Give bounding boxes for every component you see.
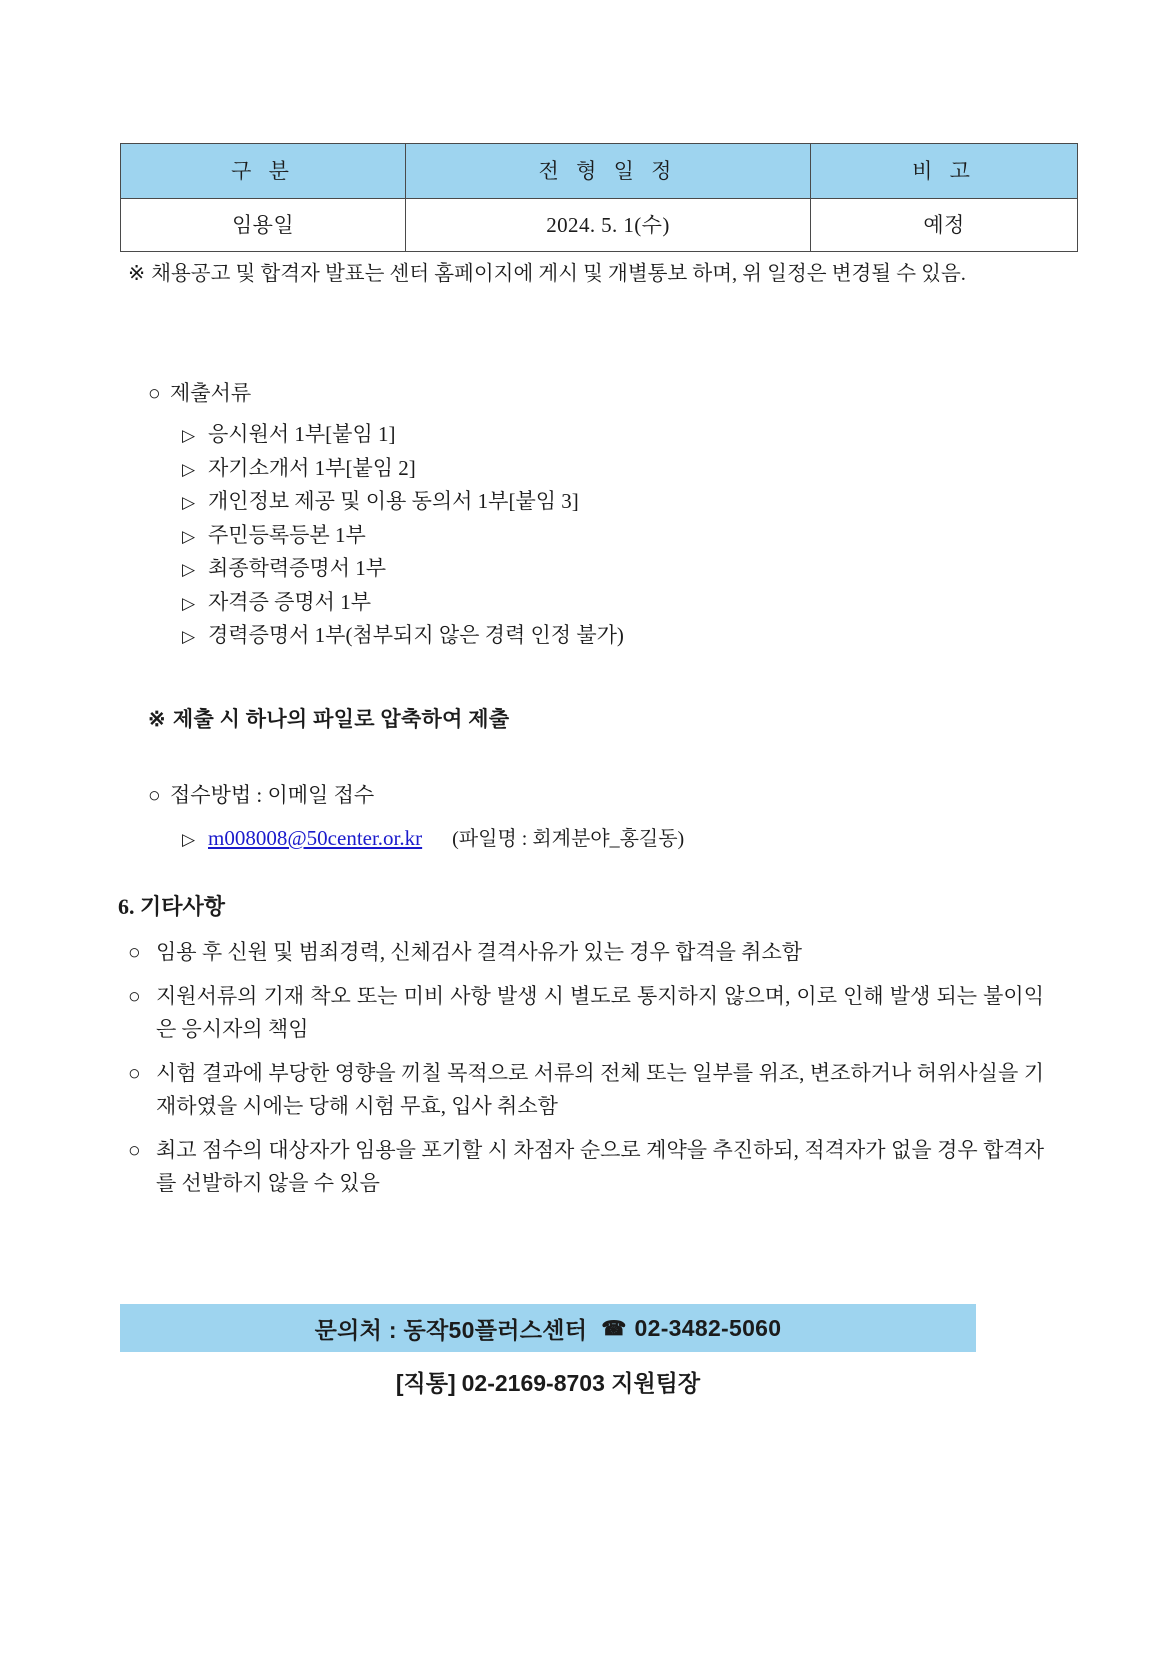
circle-bullet-icon: ○	[148, 381, 161, 405]
list-item	[182, 558, 1032, 579]
other-matters-list	[128, 936, 1044, 1211]
table-row	[121, 199, 1078, 252]
triangle-bullet-icon: ▷	[182, 560, 196, 579]
list-item-label: 임용 후 신원 및 범죄경력, 신체검사 결격사유가 있는 경우 합격을 취소함	[156, 940, 803, 964]
contact-label: 문의처 : 동작50플러스센터	[314, 1316, 588, 1343]
list-item	[182, 625, 1032, 646]
list-item-label: 지원서류의 기재 착오 또는 미비 사항 발생 시 별도로 통지하지 않으며, 이로 인해 발생 되는 불이익은 응시자의 책임	[156, 983, 1044, 1041]
list-item-label: 최종학력증명서 1부	[208, 556, 387, 580]
list-item-label: 주민등록등본 1부	[208, 522, 366, 547]
contact-banner	[120, 1304, 976, 1352]
table-header-row	[121, 144, 1078, 199]
triangle-bullet-icon: ▷	[182, 526, 196, 546]
list-item	[128, 1134, 1044, 1200]
zip-note-label: 제출 시 하나의 파일로 압축하여 제출	[172, 707, 510, 731]
direct-line-role: 지원팀장	[611, 1370, 701, 1396]
table-cell-category: 임용일	[121, 199, 406, 252]
triangle-bullet-icon: ▷	[182, 627, 196, 646]
triangle-bullet-icon: ▷	[182, 593, 196, 613]
circle-bullet-icon: ○	[148, 783, 161, 807]
note-mark-icon: ※	[128, 263, 146, 285]
list-item	[182, 455, 1032, 480]
list-item	[182, 522, 1032, 547]
list-item-label: 자격증 증명서 1부	[208, 589, 372, 614]
table-header-remark: 비 고	[811, 144, 1078, 199]
list-item	[182, 491, 1032, 512]
list-item-label: 경력증명서 1부(첨부되지 않은 경력 인정 불가)	[208, 623, 624, 647]
schedule-note	[128, 258, 1032, 290]
schedule-table	[120, 143, 1078, 252]
direct-line-tag: [직통]	[395, 1370, 456, 1396]
list-item	[128, 980, 1044, 1046]
documents-list	[182, 424, 1032, 659]
circle-bullet-icon: ○	[128, 983, 141, 1008]
note-mark-icon: ※	[148, 707, 166, 731]
documents-heading-label: 제출서류	[170, 381, 252, 405]
application-heading	[148, 780, 374, 812]
email-link[interactable]: m008008@50center.or.kr	[208, 826, 423, 850]
direct-line-phone: 02-2169-8703	[461, 1370, 605, 1396]
table-header-schedule: 전 형 일 정	[406, 144, 811, 199]
application-heading-label: 접수방법 : 이메일 접수	[170, 783, 375, 807]
triangle-bullet-icon: ▷	[182, 493, 196, 512]
application-email-row	[182, 822, 684, 851]
list-item	[128, 1057, 1044, 1123]
list-item-label: 개인정보 제공 및 이용 동의서 1부[붙임 3]	[208, 489, 579, 513]
list-item	[128, 936, 1044, 969]
list-item	[182, 424, 1032, 445]
circle-bullet-icon: ○	[128, 1060, 141, 1085]
triangle-bullet-icon: ▷	[182, 459, 196, 479]
table-cell-remark: 예정	[811, 199, 1078, 252]
section-title-other: 6. 기타사항	[118, 894, 226, 919]
circle-bullet-icon: ○	[128, 1137, 141, 1162]
contact-phone: 02-3482-5060	[634, 1314, 782, 1341]
phone-icon: ☎	[601, 1317, 627, 1340]
direct-line-info	[120, 1365, 976, 1398]
list-item-label: 자기소개서 1부[붙임 2]	[208, 455, 416, 480]
triangle-bullet-icon: ▷	[182, 426, 196, 445]
list-item-label: 응시원서 1부[붙임 1]	[208, 422, 396, 446]
note-text: 채용공고 및 합격자 발표는 센터 홈페이지에 게시 및 개별통보 하며, 위 일정은 변경될 수 있음.	[151, 263, 966, 285]
file-name-hint: (파일명 : 회계분야_홍길동)	[452, 828, 685, 850]
list-item	[182, 589, 1032, 614]
list-item-label: 최고 점수의 대상자가 임용을 포기할 시 차점자 순으로 계약을 추진하되, 적격자가 없을 경우 합격자를 선발하지 않을 수 있음	[156, 1137, 1044, 1195]
zip-submission-note	[148, 703, 509, 733]
list-item-label: 시험 결과에 부당한 영향을 끼칠 목적으로 서류의 전체 또는 일부를 위조, 변조하거나 허위사실을 기재하였을 시에는 당해 시험 무효, 입사 취소함	[156, 1060, 1044, 1118]
table-cell-date: 2024. 5. 1(수)	[406, 199, 811, 252]
circle-bullet-icon: ○	[128, 940, 141, 964]
table-header-category: 구 분	[121, 144, 406, 199]
documents-heading	[148, 378, 251, 410]
triangle-bullet-icon: ▷	[182, 830, 196, 849]
